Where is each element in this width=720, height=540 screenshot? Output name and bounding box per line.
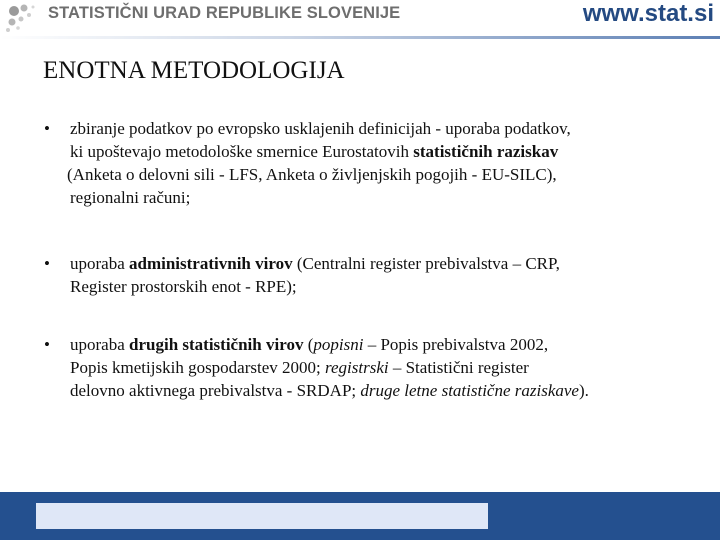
bold-term: drugih statističnih virov <box>129 335 304 354</box>
bullet-line <box>70 186 690 209</box>
text-run: Register prostorskih enot - RPE); <box>70 277 297 296</box>
bullet-line <box>70 140 690 163</box>
bullet-item-1 <box>67 117 690 209</box>
bold-term: administrativnih virov <box>129 254 293 273</box>
italic-term: popisni <box>313 335 364 354</box>
footer-bar <box>0 492 720 540</box>
website-url[interactable]: www.stat.si <box>582 0 714 27</box>
text-run: uporaba <box>70 335 130 354</box>
bullet-line <box>70 275 690 298</box>
footer-box <box>36 503 488 529</box>
bullet-item-2 <box>70 252 690 298</box>
text-run: ki upoštevajo metodološke smernice Eurostatovih <box>70 142 414 161</box>
bullet-item-3 <box>70 333 690 402</box>
bullet-line <box>67 163 690 186</box>
italic-term: registrski <box>325 358 389 377</box>
bold-term: statističnih raziskav <box>413 142 559 161</box>
header <box>0 0 720 36</box>
text-run: ). <box>578 381 589 400</box>
bullet-line <box>70 333 690 356</box>
bullet-marker: • <box>44 119 50 138</box>
text-run: – Statistični register <box>388 358 529 377</box>
bullet-marker: • <box>44 254 50 273</box>
text-run: delovno aktivnega prebivalstva - SRDAP; <box>70 381 361 400</box>
text-run: Popis kmetijskih gospodarstev 2000; <box>70 358 325 377</box>
sors-logo-icon <box>4 2 40 36</box>
bullet-line <box>70 252 690 275</box>
bullet-line <box>70 379 690 402</box>
text-run: zbiranje podatkov po evropsko usklajenih definicijah - uporaba podatkov, <box>70 119 571 138</box>
text-run: – Popis prebivalstva 2002, <box>363 335 549 354</box>
bullet-marker: • <box>44 335 50 354</box>
italic-term: druge letne statistične raziskave <box>360 381 579 400</box>
text-run: ( <box>303 335 314 354</box>
text-run: (Centralni register prebivalstva – CRP, <box>292 254 560 273</box>
bullet-line <box>70 356 690 379</box>
text-run: regionalni računi; <box>70 188 191 207</box>
header-divider <box>0 36 720 39</box>
bullet-line <box>70 117 690 140</box>
text-run: uporaba <box>70 254 130 273</box>
slide-title: ENOTNA METODOLOGIJA <box>43 57 345 84</box>
text-run: (Anketa o delovni sili - LFS, Anketa o življenjskih pogojih - EU-SILC), <box>67 165 557 184</box>
organization-name: STATISTIČNI URAD REPUBLIKE SLOVENIJE <box>48 4 401 22</box>
